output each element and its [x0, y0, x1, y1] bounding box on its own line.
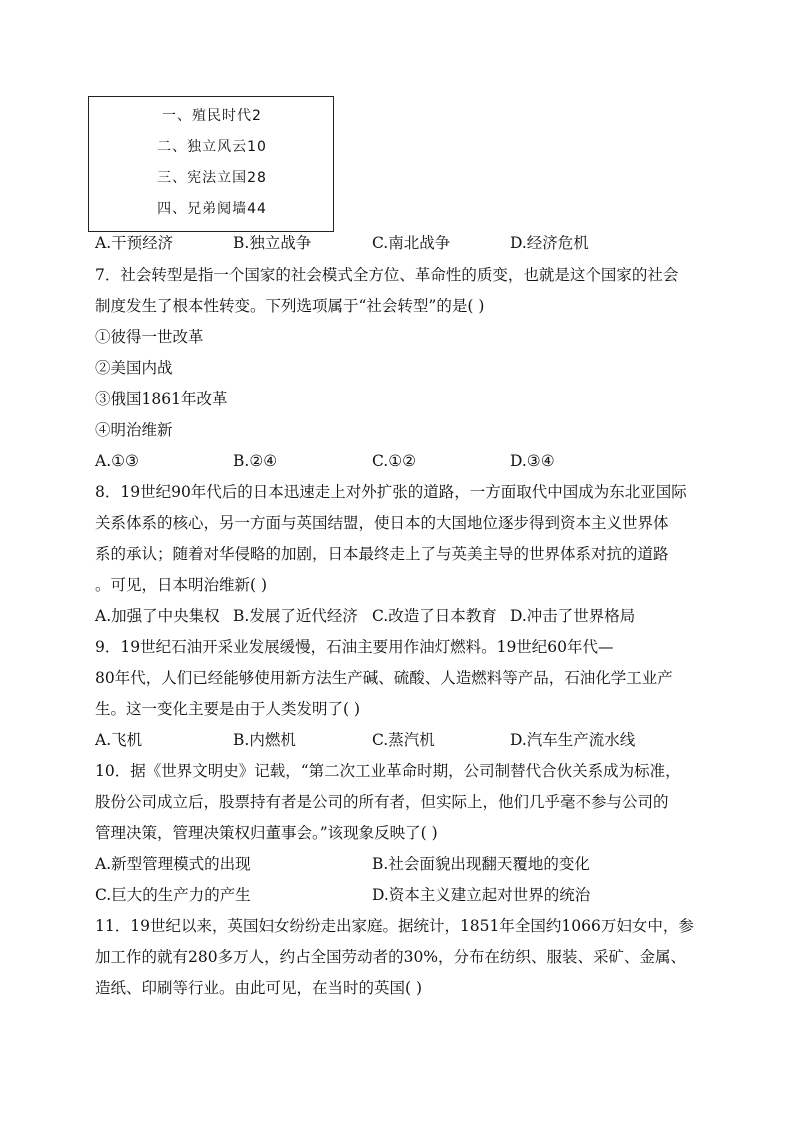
q7-option-b: B.②④ [233, 452, 278, 470]
q6-option-d: D.经济危机 [510, 234, 589, 252]
q11-stem-line: 11．19世纪以来，英国妇女纷纷走出家庭。据统计，1851年全国约1066万妇女中，参 [95, 917, 694, 935]
q7-stem-line: 7．社会转型是指一个国家的社会模式全方位、革命性的质变，也就是这个国家的社会 [95, 266, 679, 284]
q9-stem-line: 80年代，人们已经能够使用新方法生产碱、硫酸、人造燃料等产品，石油化学工业产 [95, 669, 673, 687]
q8-stem-line: 关系体系的核心，另一方面与英国结盟，使日本的大国地位逐步得到资本主义世界体 [95, 514, 669, 532]
q11-stem-line: 造纸、印刷等行业。由此可见，在当时的英国( ) [95, 979, 423, 997]
q9-option-a: A.飞机 [95, 731, 143, 749]
q9-stem-line: 生。这一变化主要是由于人类发明了( ) [95, 700, 361, 718]
q10-option-c: C.巨大的生产力的产生 [95, 886, 251, 904]
q9-stem-line: 9．19世纪石油开采业发展缓慢，石油主要用作油灯燃料。19世纪60年代— [95, 638, 614, 656]
q10-option-d: D.资本主义建立起对世界的统治 [372, 886, 591, 904]
toc-line: 四、兄弟阋墙44 [157, 201, 267, 217]
toc-line: 二、独立风云10 [157, 139, 267, 155]
q10-option-a: A.新型管理模式的出现 [95, 855, 251, 873]
q7-item: ④明治维新 [95, 421, 173, 439]
q6-option-b: B.独立战争 [233, 234, 312, 252]
q10-option-b: B.社会面貌出现翻天覆地的变化 [372, 855, 590, 873]
q8-option-d: D.冲击了世界格局 [510, 607, 636, 625]
q8-option-b: B.发展了近代经济 [233, 607, 358, 625]
q7-item: ②美国内战 [95, 359, 173, 377]
q7-item: ①彼得一世改革 [95, 328, 204, 346]
q10-stem-line: 股份公司成立后，股票持有者是公司的所有者，但实际上，他们几乎毫不参与公司的 [95, 793, 669, 811]
q7-option-c: C.①② [372, 452, 417, 470]
q8-option-c: C.改造了日本教育 [372, 607, 497, 625]
q7-option-d: D.③④ [510, 452, 555, 470]
q8-option-a: A.加强了中央集权 [95, 607, 220, 625]
table-of-contents-box [88, 96, 334, 232]
q7-item: ③俄国1861年改革 [95, 390, 228, 408]
q6-option-c: C.南北战争 [372, 234, 451, 252]
toc-line: 一、殖民时代2 [162, 108, 262, 124]
q6-option-a: A.干预经济 [95, 234, 174, 252]
q10-stem-line: 管理决策，管理决策权归董事会。”该现象反映了( ) [95, 824, 438, 842]
toc-line: 三、宪法立国28 [157, 170, 267, 186]
q9-option-d: D.汽车生产流水线 [510, 731, 636, 749]
q7-option-a: A.①③ [95, 452, 139, 470]
q11-stem-line: 加工作的就有280多万人，约占全国劳动者的30%，分布在纺织、服装、采矿、金属、 [95, 948, 687, 966]
q9-option-b: B.内燃机 [233, 731, 296, 749]
q8-stem-line: 8．19世纪90年代后的日本迅速走上对外扩张的道路，一方面取代中国成为东北亚国际 [95, 483, 687, 501]
q9-option-c: C.蒸汽机 [372, 731, 435, 749]
q10-stem-line: 10．据《世界文明史》记载，“第二次工业革命时期，公司制替代合伙关系成为标准， [95, 762, 681, 780]
q8-stem-line: 系的承认；随着对华侵略的加剧，日本最终走上了与英美主导的世界体系对抗的道路 [95, 545, 669, 563]
q8-stem-line: 。可见，日本明治维新( ) [95, 576, 268, 594]
q7-stem-line: 制度发生了根本性转变。下列选项属于“社会转型”的是( ) [95, 297, 485, 315]
